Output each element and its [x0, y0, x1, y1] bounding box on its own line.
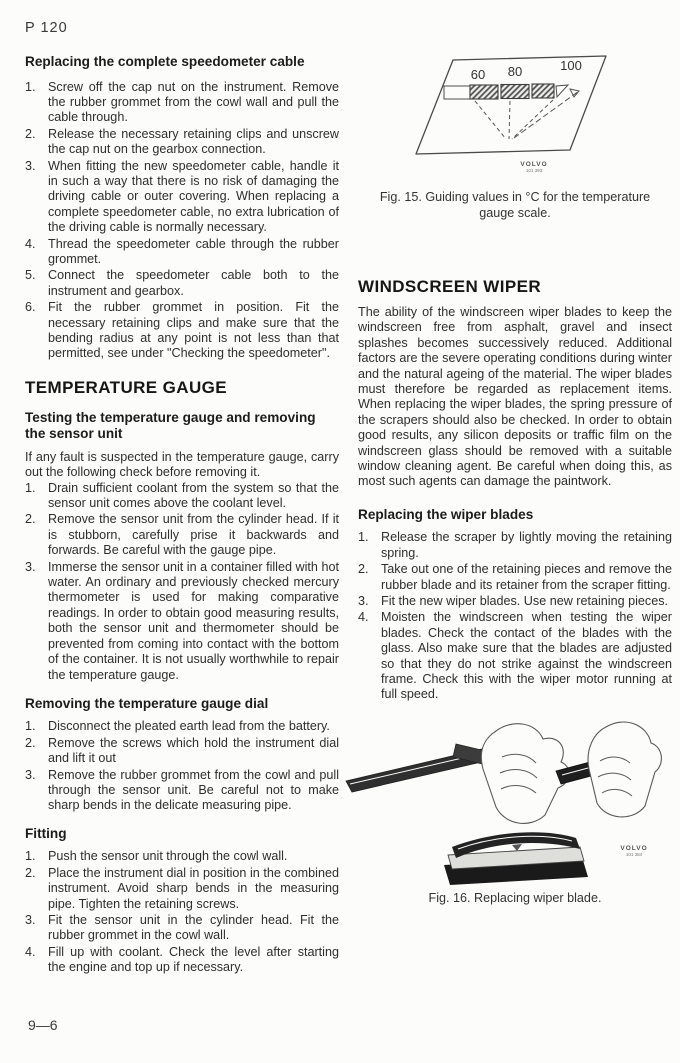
step-number: 3. [25, 912, 36, 927]
numbered-step [25, 913, 339, 944]
step-text: Remove the screws which hold the instrument dial and lift it out [48, 735, 339, 766]
heading-replacing-wiper-blades: Replacing the wiper blades [358, 506, 534, 522]
scale-label-60: 60 [470, 67, 486, 82]
figure-16-caption: Fig. 16. Replacing wiper blade. [428, 890, 602, 905]
step-text: Fit the sensor unit in the cylinder head. Fit the rubber grommet in the cowl wall. [48, 912, 339, 943]
heading-replacing-speedometer-cable: Replacing the complete speedometer cable [25, 54, 305, 69]
testing-steps [25, 481, 339, 683]
step-number: 2. [25, 512, 36, 527]
scale-label-80: 80 [507, 64, 523, 79]
figure-15-caption: Fig. 15. Guiding values in °C for the temperature gauge scale. [379, 190, 651, 220]
step-text: Disconnect the pleated earth lead from the battery. [48, 719, 330, 734]
numbered-step [25, 849, 339, 864]
numbered-step [25, 127, 339, 158]
step-number: 5. [25, 268, 36, 283]
step-number: 2. [25, 126, 36, 141]
step-text: Thread the speedometer cable through the rubber grommet. [48, 236, 339, 266]
fitting-steps [25, 849, 339, 975]
step-number: 3. [25, 767, 36, 782]
pointer-line-end [512, 100, 553, 139]
gauge-scale-illustration [358, 48, 672, 188]
numbered-step [358, 562, 672, 593]
replacing-wiper-steps [358, 530, 672, 702]
step-text: Remove the rubber grommet from the cowl and pull through the sensor unit. Be careful not to make sharp bends in the delicate measuring pipe. [48, 767, 339, 813]
step-number: 2. [358, 562, 369, 577]
numbered-step [25, 736, 339, 767]
heading-fitting: Fitting [25, 825, 67, 841]
numbered-step [25, 80, 339, 126]
heading-removing-gauge-dial: Removing the temperature gauge dial [25, 695, 269, 711]
right-column [358, 48, 672, 906]
step-text: Moisten the windscreen when testing the wiper blades. Check the contact of the blades with the glass. Also make sure that the blades are adjusted so that they do not strike against the windscreen frame. Check this with the wiper motor running at full speed. [381, 610, 672, 702]
step-number: 4. [25, 944, 36, 959]
volvo-number-fig16: 101 384 [625, 851, 643, 857]
numbered-step [25, 945, 339, 976]
numbered-step [358, 594, 672, 609]
blade-marker [512, 844, 522, 851]
heading-windscreen-wiper: WINDSCREEN WIPER [358, 277, 542, 296]
step-number: 4. [25, 236, 36, 251]
numbered-step [25, 512, 339, 558]
numbered-step [25, 300, 339, 362]
scale-segment-60 [470, 85, 498, 99]
figure-16-replacing-wiper-blade [358, 719, 672, 907]
scale-segment-80 [501, 85, 529, 99]
step-number: 3. [358, 594, 369, 608]
step-number: 3. [25, 559, 36, 574]
step-number: 1. [25, 79, 36, 94]
numbered-step [25, 159, 339, 236]
wiper-blade-illustration [344, 719, 674, 887]
volvo-number-fig15: 101 393 [525, 168, 543, 173]
step-text: Take out one of the retaining pieces and remove the rubber blade and its retainer from the scraper fitting. [381, 562, 672, 592]
step-text: Fit the rubber grommet in position. Fit the necessary retaining clips and make sure that the bending radius at any point is not less than that permitted, see under "Checking the speedometer". [48, 300, 339, 361]
heading-testing-temperature-gauge: Testing the temperature gauge and removing the sensor unit [25, 409, 316, 442]
figure-15-temperature-gauge-scale [358, 48, 672, 221]
numbered-step [358, 530, 672, 561]
step-text: Immerse the sensor unit in a container filled with hot water. An ordinary and previously checked mercury thermometer is used for making comparative readings. In order to obtain good measuring results, both the sensor unit and thermometer should be prevented from coming into contact with the bottom of the container. It is not usually worthwhile to repair the temperature gauge. [48, 559, 339, 682]
left-column [25, 48, 339, 977]
step-number: 2. [25, 865, 36, 880]
scale-label-100: 100 [560, 58, 582, 73]
pointer-line-60 [475, 101, 506, 139]
speedometer-cable-steps [25, 80, 339, 362]
numbered-step [25, 237, 339, 268]
step-text: Screw off the cap nut on the instrument. Remove the rubber grommet from the cowl wall and pull the cable through. [48, 79, 339, 125]
pointer-arrowhead [570, 89, 579, 97]
step-number: 6. [25, 300, 36, 315]
step-text: Fit the new wiper blades. Use new retaining pieces. [381, 594, 669, 608]
step-text: Place the instrument dial in position in the combined instrument. Avoid sharp bends in the measuring pipe. Tighten the retaining screws. [48, 865, 339, 911]
removing-dial-steps [25, 719, 339, 813]
step-text: Connect the speedometer cable both to the instrument and gearbox. [48, 268, 339, 298]
left-hand-outline [481, 724, 569, 824]
numbered-step [25, 866, 339, 912]
page-number: 9—6 [28, 1017, 58, 1033]
numbered-step [25, 719, 339, 734]
step-text: Push the sensor unit through the cowl wall. [48, 849, 288, 864]
numbered-step [25, 481, 339, 512]
numbered-step [25, 268, 339, 299]
scale-segment-100 [532, 84, 554, 98]
right-hand-outline [588, 722, 661, 817]
scale-end-pointer [556, 85, 568, 97]
step-number: 1. [25, 849, 36, 864]
step-number: 1. [25, 719, 36, 734]
testing-intro-paragraph: If any fault is suspected in the temperature gauge, carry out the following check before removing it. [25, 449, 339, 480]
volvo-logo-fig16: VOLVO [620, 844, 648, 852]
step-number: 3. [25, 158, 36, 173]
step-text: Fill up with coolant. Check the level after starting the engine and top up if necessary. [48, 944, 339, 975]
numbered-step [358, 610, 672, 702]
numbered-step [25, 560, 339, 683]
step-number: 4. [358, 610, 369, 625]
step-text: Release the scraper by lightly moving the retaining spring. [381, 530, 672, 560]
step-number: 1. [25, 480, 36, 495]
numbered-step [25, 768, 339, 814]
step-text: Release the necessary retaining clips and unscrew the cap nut on the gearbox connection. [48, 126, 339, 157]
page-header: P 120 [25, 20, 68, 36]
heading-temperature-gauge: TEMPERATURE GAUGE [25, 377, 227, 397]
step-text: When fitting the new speedometer cable, handle it in such a way that there is no risk of damaging the driving cable or outer covering. When replacing a complete speedometer cable, no extra lubrication of the driving cable is normally necessary. [48, 158, 339, 235]
step-number: 2. [25, 735, 36, 750]
scale-open-segment [444, 86, 470, 99]
step-text: Drain sufficient coolant from the system so that the sensor unit comes above the coolant level. [48, 480, 339, 511]
windscreen-wiper-paragraph: The ability of the windscreen wiper blades to keep the windscreen free from asphalt, gravel and insect splashes becomes successively reduced. Additional factors are the severe operating conditions during winter and the natural ageing of the material. The wiper blades must therefore be regarded as replacement items. When replacing the wiper blades, the spring pressure of the scrapers should also be checked. In order to obtain good results, any silicon deposits or traffic film on the windscreen glass should be removed with a suitable window cleaning agent. Be careful when doing this, as most such agents can damage the paintwork. [358, 305, 672, 489]
step-text: Remove the sensor unit from the cylinder head. If it is stubborn, carefully prise it backwards and forwards. Be careful with the gauge pipe. [48, 512, 339, 558]
pointer-line-80 [509, 101, 510, 139]
step-number: 1. [358, 530, 369, 545]
volvo-logo-fig15: VOLVO [520, 161, 548, 168]
